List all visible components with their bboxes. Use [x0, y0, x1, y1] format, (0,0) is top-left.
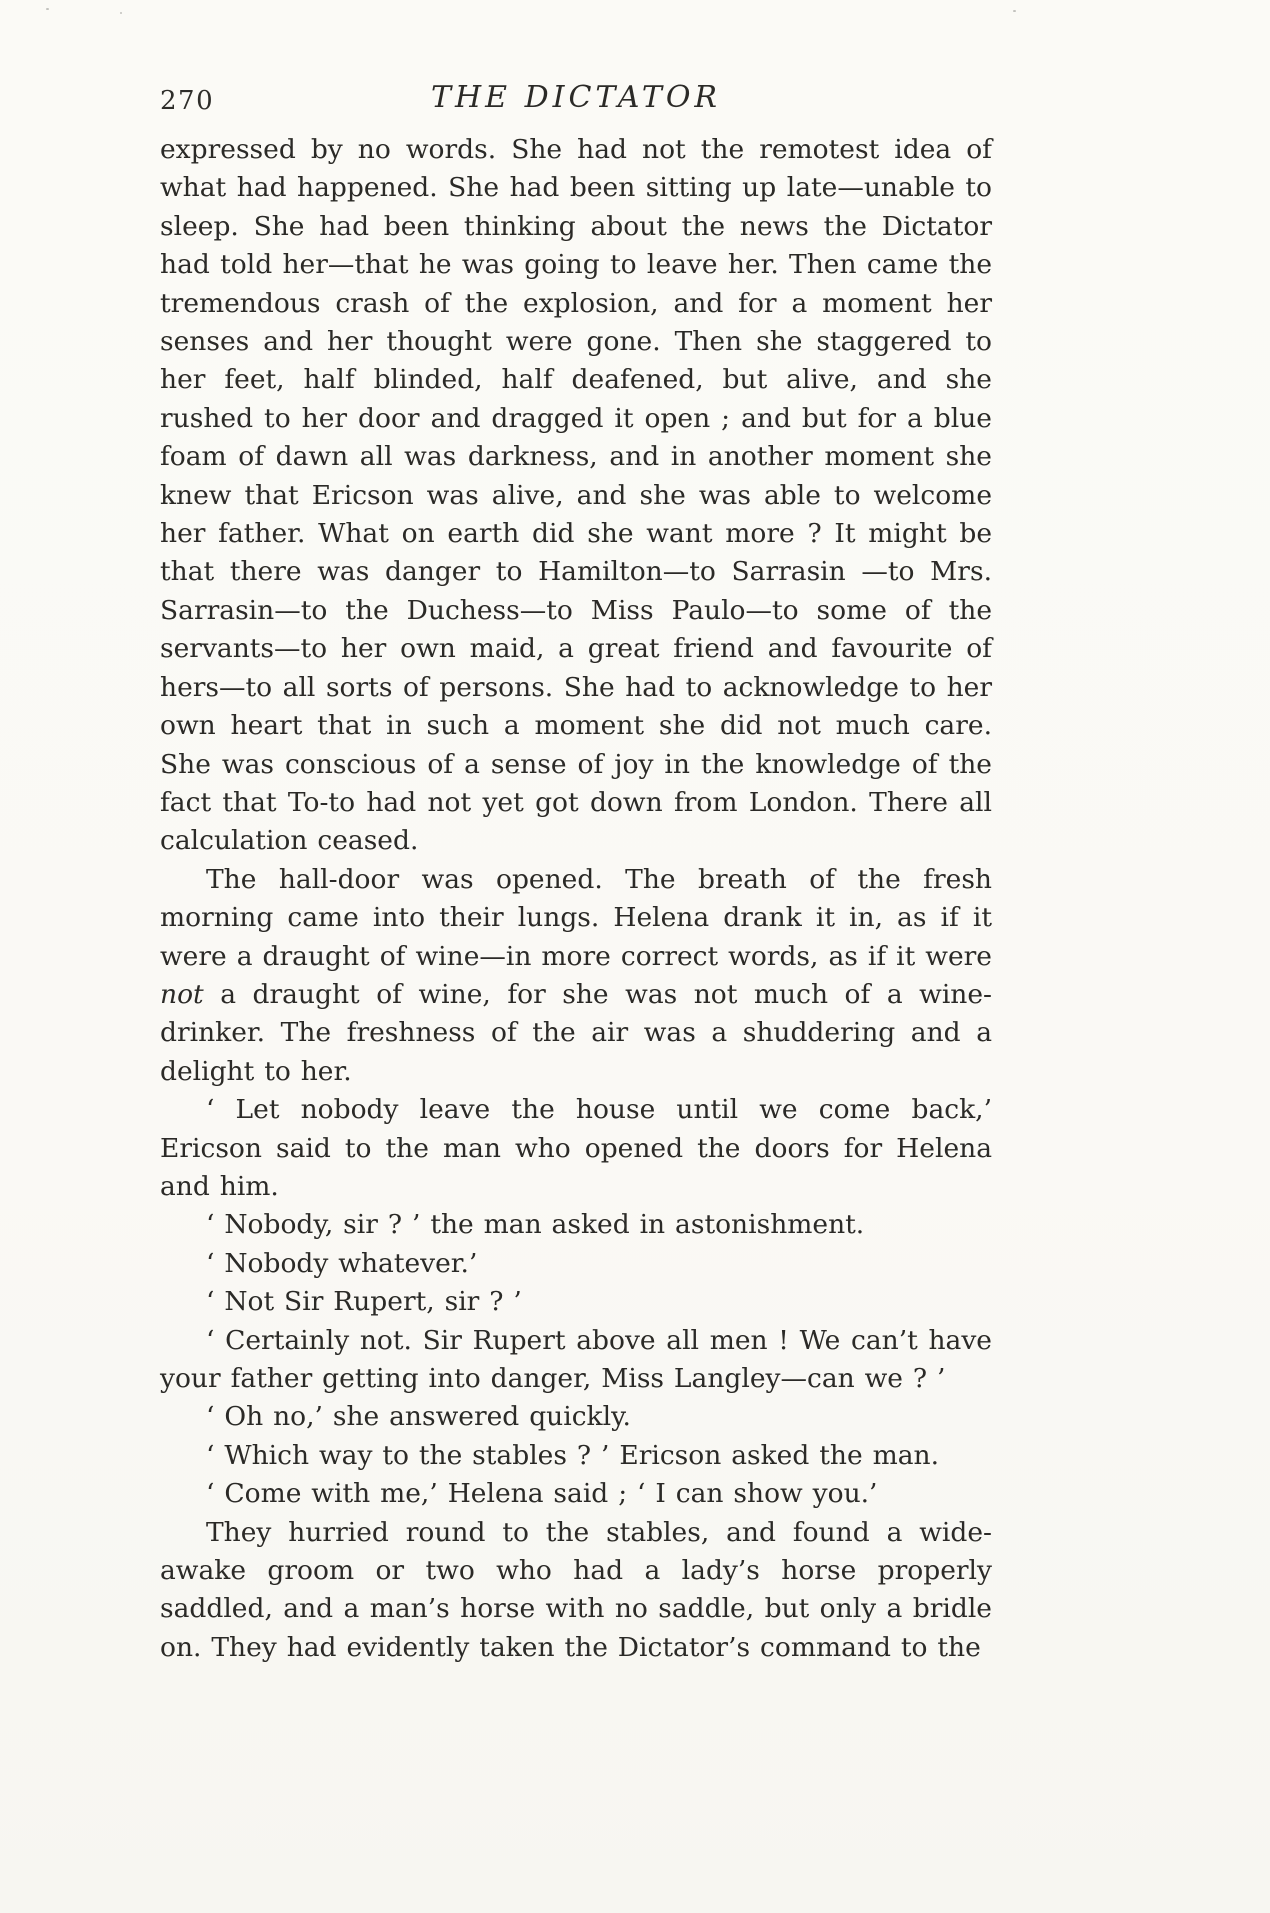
- body-text-segment: They hurried round to the stables, and found a wide-awake groom or two who had a lady’s horse properly saddled, and a man’s horse with no saddle, but only a bridle on. They had evidently taken the Dictator’s command to the: [160, 1516, 992, 1663]
- paragraph: [160, 1475, 992, 1513]
- body-text-segment: ‘ Nobody whatever.’: [206, 1247, 478, 1279]
- page-header: [160, 80, 992, 120]
- scan-speck: [46, 8, 49, 10]
- body-text-segment: ‘ Come with me,’ Helena said ; ‘ I can show you.’: [206, 1478, 878, 1510]
- paragraph: [160, 1206, 992, 1244]
- page-body: [160, 131, 992, 1667]
- body-text-segment: a draught of wine, for she was not much of a wine-drinker. The freshness of the air was a shuddering and a delight to her.: [160, 978, 992, 1087]
- body-text-segment: expressed by no words. She had not the remotest idea of what had happened. She had been sitting up late—unable to sleep. She had been thinking about the news the Dictator had told her—that he was going to leave her. Then came the tremendous crash of the explosion, and for a moment her senses and her thought were gone. Then she staggered to her feet, half blinded, half deafened, but alive, and she rushed to her door and dragged it open ; and but for a blue foam of dawn all was darkness, and in another moment she knew that Ericson was alive, and she was able to welcome her father. What on earth did she want more ? It might be that there was danger to Hamilton—to Sarrasin —to Mrs. Sarrasin—to the Duchess—to Miss Paulo—to some of the servants—to her own maid, a great friend and favourite of hers—to all sorts of persons. She had to acknowledge to her own heart that in such a moment she did not much care. She was conscious of a sense of joy in the knowledge of the fact that To-to had not yet got down from London. There all calculation ceased.: [160, 134, 992, 857]
- body-text-segment: ‘ Not Sir Rupert, sir ? ’: [206, 1286, 522, 1318]
- paragraph: [160, 1283, 992, 1321]
- body-text-segment: ‘ Let nobody leave the house until we come back,’ Ericson said to the man who opened the doors for Helena and him.: [160, 1094, 992, 1202]
- paragraph: [160, 1245, 992, 1283]
- body-text-segment: The hall-door was opened. The breath of the fresh morning came into their lungs. Helena drank it in, as if it were a draught of wine—in more correct words, as if it were: [160, 863, 992, 972]
- paragraph: [160, 1437, 992, 1475]
- paragraph: [160, 1322, 992, 1399]
- paragraph: [160, 131, 992, 861]
- paragraph: [160, 1091, 992, 1206]
- body-text-segment: ‘ Which way to the stables ? ’ Ericson asked the man.: [206, 1439, 939, 1471]
- page-number: 270: [160, 86, 215, 116]
- scan-speck: [1013, 10, 1016, 12]
- paragraph: [160, 861, 992, 1091]
- body-text-segment: ‘ Nobody, sir ? ’ the man asked in astonishment.: [206, 1209, 865, 1241]
- running-title: THE DICTATOR: [430, 80, 722, 115]
- body-text-segment: ‘ Certainly not. Sir Rupert above all men ! We can’t have your father getting into danger, Miss Langley—can we ? ’: [160, 1324, 992, 1394]
- body-text-segment: ‘ Oh no,’ she answered quickly.: [206, 1401, 631, 1433]
- paragraph: [160, 1514, 992, 1668]
- scan-speck: [120, 12, 122, 14]
- paragraph: [160, 1398, 992, 1436]
- italic-text: not: [160, 978, 204, 1010]
